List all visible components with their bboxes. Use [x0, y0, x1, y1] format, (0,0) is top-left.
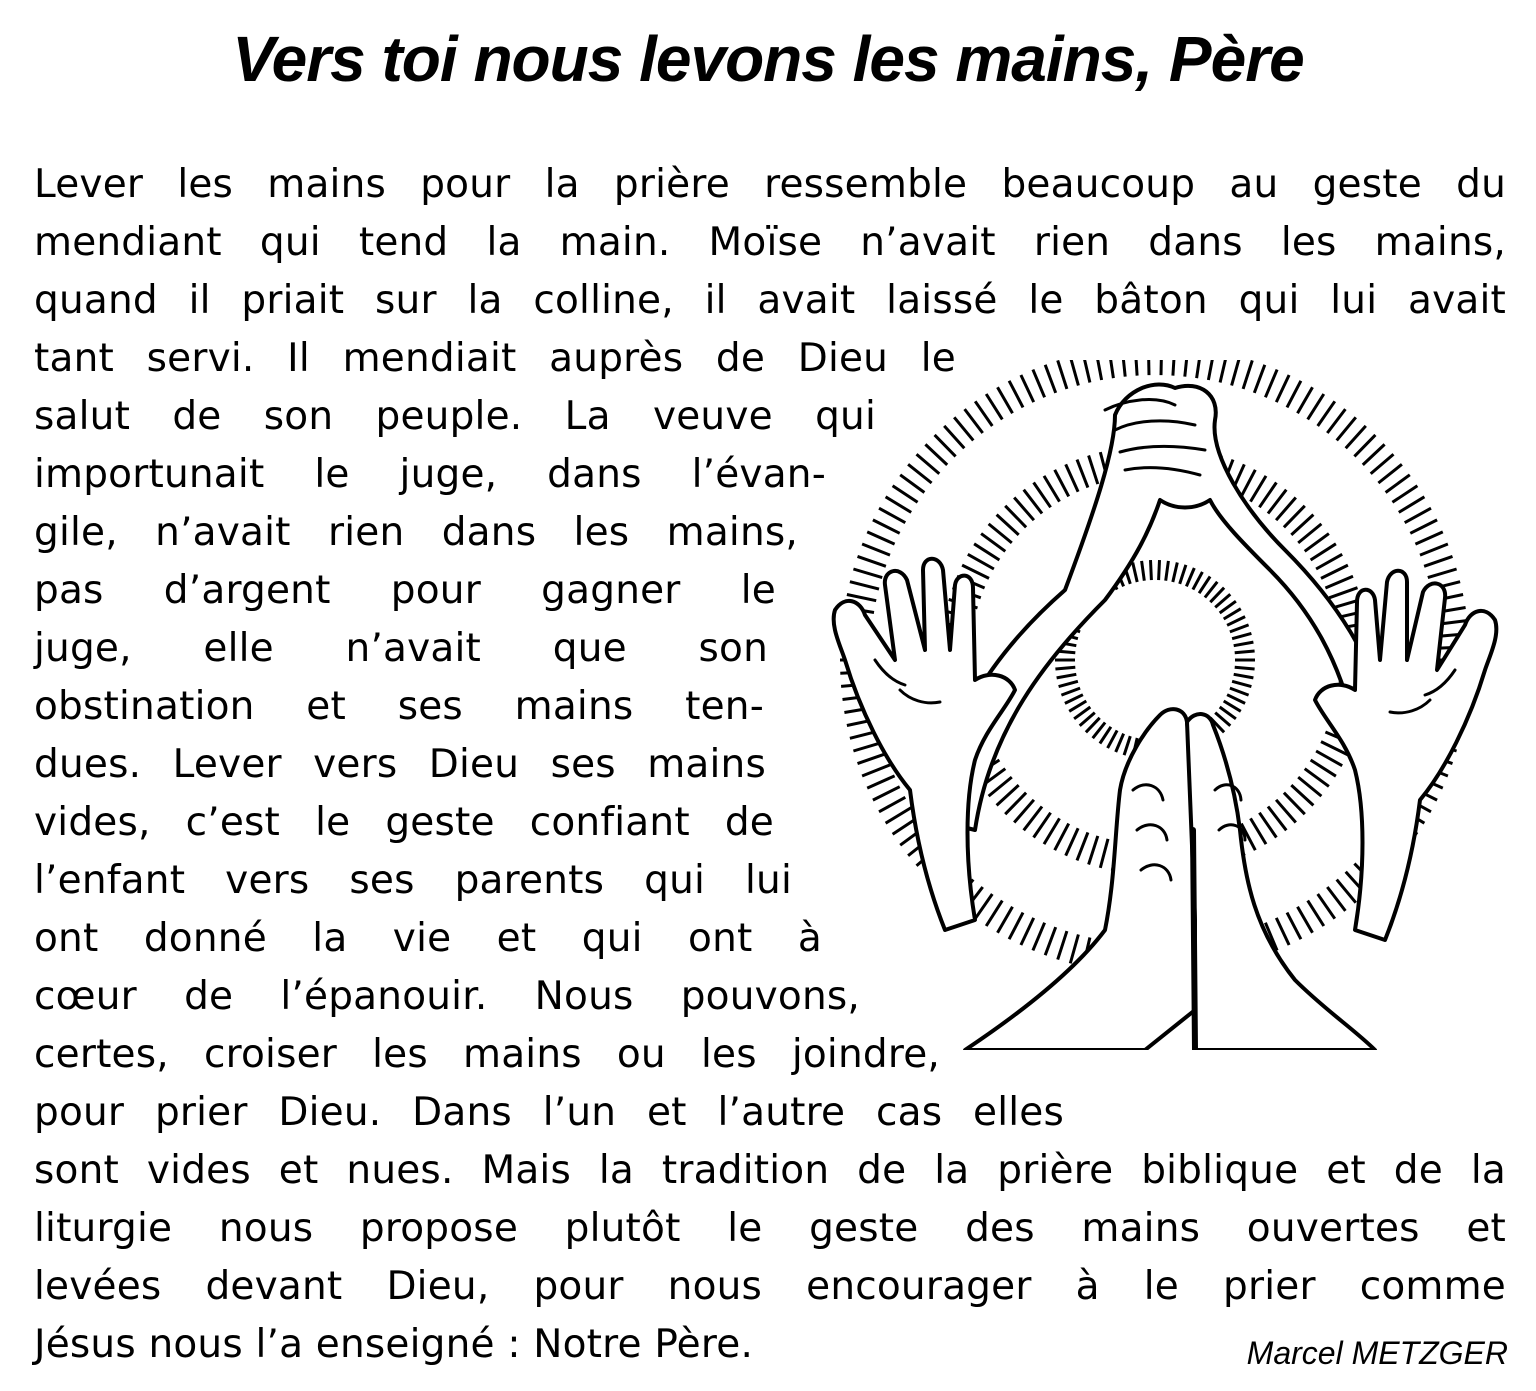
halo-ray — [1151, 560, 1152, 580]
halo-ray — [1230, 625, 1249, 632]
halo-ray — [1276, 918, 1289, 945]
halo-ray — [1089, 456, 1098, 485]
halo-ray — [886, 497, 912, 513]
halo-ray — [1298, 387, 1313, 413]
halo-ray — [886, 808, 912, 824]
halo-ray — [1044, 476, 1060, 502]
halo-ray — [1159, 560, 1160, 580]
halo-ray — [908, 464, 932, 483]
halo-ray — [1227, 617, 1245, 626]
halo-ray — [1059, 681, 1078, 686]
halo-ray — [1058, 360, 1067, 389]
halo-ray — [1089, 836, 1098, 865]
halo-ray — [1033, 370, 1045, 398]
praying-hands-halo-icon — [815, 360, 1515, 1050]
halo-ray — [1232, 681, 1251, 686]
halo-ray — [900, 475, 924, 493]
halo-ray — [1021, 918, 1034, 945]
halo-ray — [1327, 409, 1345, 433]
halo-ray — [1061, 688, 1080, 695]
halo-ray — [1021, 375, 1034, 402]
halo-ray — [974, 544, 999, 560]
halo-ray — [1405, 508, 1431, 523]
halo-ray — [1298, 907, 1313, 933]
halo-ray — [1311, 544, 1336, 560]
halo-ray — [1287, 381, 1301, 408]
halo-ray — [1363, 444, 1385, 465]
halo-ray — [1424, 556, 1452, 566]
halo-ray — [1399, 497, 1425, 513]
halo-ray — [1428, 569, 1457, 578]
halo-ray — [1354, 435, 1375, 457]
halo-ray — [1116, 734, 1124, 752]
halo-ray — [1096, 360, 1102, 380]
halo-ray — [893, 486, 918, 503]
halo-ray — [1241, 470, 1255, 497]
halo-ray — [1420, 544, 1448, 555]
halo-ray — [850, 582, 879, 589]
halo-ray — [1316, 751, 1342, 766]
halo-ray — [1318, 894, 1335, 919]
halo-ray — [1180, 565, 1186, 584]
halo-ray — [1227, 695, 1245, 704]
halo-ray — [1100, 839, 1108, 868]
halo-ray — [986, 394, 1002, 419]
halo-ray — [1066, 464, 1078, 491]
body-line: certes, croiser les mains ou les joindre, — [34, 1032, 940, 1077]
halo-ray — [1234, 674, 1254, 678]
halo-ray — [1316, 554, 1342, 569]
page-title: Vers toi nous levons les mains, Père — [232, 23, 1304, 95]
halo-ray — [1321, 565, 1348, 578]
halo-ray — [1337, 417, 1356, 440]
halo-ray — [1166, 561, 1169, 581]
body-line: ont donné la vie et qui ont à — [34, 916, 822, 961]
halo-ray — [862, 765, 890, 776]
halo-ray — [1033, 923, 1045, 951]
halo-ray — [1410, 520, 1437, 533]
body-line: importunait le juge, dans l’évan- — [34, 452, 826, 497]
body-line: cœur de l’épanouir. Nous pouvons, — [34, 974, 860, 1019]
halo-ray — [986, 901, 1002, 926]
halo-ray — [1224, 701, 1241, 711]
halo-ray — [1337, 880, 1356, 903]
halo-ray — [968, 554, 994, 569]
halo-ray — [1066, 828, 1078, 855]
halo-ray — [1173, 360, 1175, 376]
body-line: quand il priait sur la colline, il avait laissé le bâton qui lui avait — [34, 278, 1506, 323]
halo-ray — [1077, 460, 1088, 488]
halo-ray — [965, 409, 983, 433]
body-line: tant servi. Il mendiait auprès de Dieu le — [34, 336, 956, 381]
halo-ray — [1325, 576, 1353, 588]
halo-ray — [1392, 486, 1417, 503]
halo-ray — [1065, 695, 1083, 704]
halo-ray — [998, 387, 1013, 413]
body-line: obstination et ses mains ten- — [34, 684, 764, 729]
author-signature: Marcel METZGER — [1246, 1335, 1508, 1371]
halo-ray — [867, 532, 894, 544]
halo-ray — [1243, 360, 1252, 389]
body-line: liturgie nous propose plutôt le geste des mains ouvertes et — [34, 1206, 1506, 1251]
halo-ray — [1224, 609, 1241, 619]
halo-ray — [1070, 360, 1078, 386]
halo-ray — [1235, 667, 1255, 669]
halo-ray — [925, 444, 947, 465]
halo-ray — [1220, 360, 1227, 383]
halo-ray — [1415, 532, 1442, 544]
body-line: Lever les mains pour la prière ressemble beaucoup au geste du — [34, 162, 1506, 207]
body-line: pas d’argent pour gagner le — [34, 568, 776, 613]
halo-ray — [1009, 381, 1023, 408]
halo-ray — [1055, 470, 1069, 497]
halo-ray — [1009, 913, 1023, 940]
body-line: mendiant qui tend la main. Moïse n’avait rien dans les mains, — [34, 220, 1506, 265]
halo-ray — [1235, 651, 1255, 653]
halo-ray — [1133, 563, 1138, 583]
body-line: salut de son peuple. La veuve qui — [34, 394, 876, 439]
halo-ray — [1232, 633, 1251, 638]
halo-ray — [1148, 360, 1149, 375]
halo-ray — [867, 776, 894, 788]
halo-ray — [1276, 375, 1289, 402]
halo-ray — [1193, 572, 1203, 590]
halo-ray — [1058, 931, 1067, 960]
halo-ray — [873, 520, 900, 533]
halo-ray — [1254, 365, 1265, 393]
halo-ray — [1055, 824, 1069, 851]
halo-ray — [917, 454, 940, 474]
halo-ray — [1371, 454, 1394, 474]
halo-ray — [1311, 760, 1336, 776]
body-line: pour prier Dieu. Dans l’un et l’autre cas elles — [34, 1090, 1064, 1135]
halo-ray — [1069, 701, 1086, 711]
halo-ray — [873, 787, 900, 800]
halo-ray — [1327, 887, 1345, 911]
halo-ray — [1122, 360, 1125, 377]
halo-ray — [1318, 401, 1335, 426]
body-line: l’enfant vers ses parents qui lui — [34, 858, 792, 903]
halo-ray — [1077, 832, 1088, 860]
halo-ray — [1208, 360, 1214, 380]
halo-ray — [1197, 360, 1201, 378]
halo-ray — [1108, 730, 1118, 748]
halo-ray — [1173, 563, 1178, 583]
halo-ray — [1044, 818, 1060, 844]
halo-ray — [1251, 818, 1267, 844]
halo-ray — [1234, 642, 1254, 646]
halo-ray — [1135, 360, 1137, 376]
body-line: dues. Lever vers Dieu ses mains — [34, 742, 766, 787]
halo-ray — [879, 508, 905, 523]
halo-ray — [879, 797, 905, 812]
halo-ray — [862, 544, 890, 555]
halo-ray — [1055, 667, 1075, 669]
halo-ray — [1109, 360, 1113, 378]
body-line: sont vides et nues. Mais la tradition de la prière biblique et de la — [34, 1148, 1506, 1193]
halo-ray — [975, 401, 992, 426]
halo-ray — [1185, 360, 1188, 377]
halo-ray — [944, 426, 964, 448]
halo-ray — [1124, 736, 1130, 755]
halo-ray — [1378, 464, 1402, 483]
halo-ray — [853, 569, 882, 578]
halo-ray — [1287, 913, 1301, 940]
halo-ray — [1045, 927, 1056, 955]
halo-ray — [1083, 360, 1090, 383]
halo-ray — [858, 556, 886, 566]
halo-ray — [1142, 561, 1145, 581]
halo-ray — [954, 417, 973, 440]
halo-ray — [1230, 688, 1249, 695]
halo-ray — [1386, 475, 1410, 493]
halo-ray — [1251, 476, 1267, 502]
halo-ray — [1329, 588, 1357, 598]
halo-ray — [1161, 360, 1162, 375]
halo-ray — [998, 907, 1013, 933]
halo-ray — [1308, 394, 1324, 419]
halo-ray — [1045, 365, 1056, 393]
halo-ray — [1232, 360, 1240, 386]
body-line: gile, n’avait rien dans les mains, — [34, 510, 798, 555]
body-line: Jésus nous l’a enseigné : Notre Père. — [34, 1322, 754, 1367]
halo-ray — [1346, 426, 1366, 448]
halo-ray — [935, 435, 956, 457]
body-line: vides, c’est le geste confiant de — [34, 800, 774, 845]
halo-ray — [1057, 674, 1077, 678]
body-line: juge, elle n’avait que son — [34, 626, 768, 671]
body-line: levées devant Dieu, pour nous encourager à le prier comme — [34, 1264, 1506, 1309]
halo-ray — [1186, 568, 1194, 586]
halo-ray — [1265, 370, 1277, 398]
halo-ray — [1308, 901, 1324, 926]
halo-ray — [858, 754, 886, 764]
halo-ray — [975, 894, 992, 919]
